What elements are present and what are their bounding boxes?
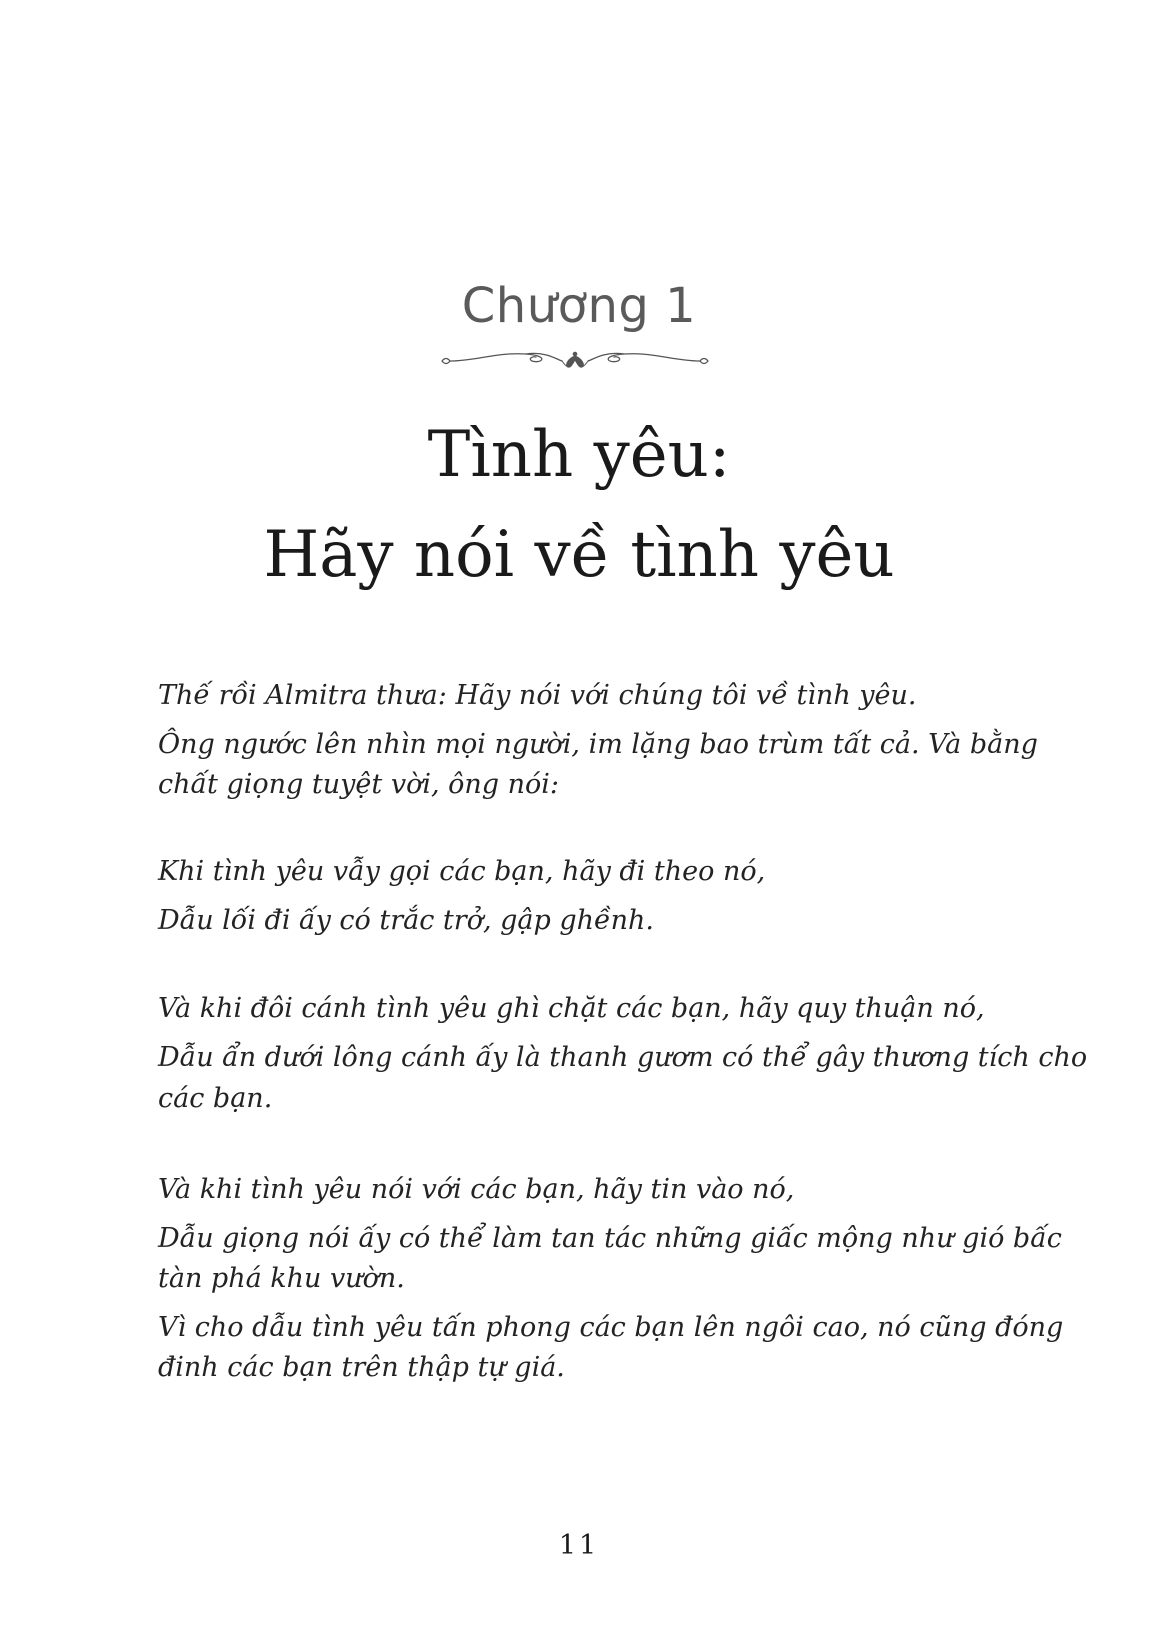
flourish-divider-ornament [436,348,714,374]
chapter-title [0,405,1158,605]
body-line-9: Và khi tình yêu nói với các bạn, hãy tin vào nó, [158,1174,795,1205]
body-line-4: Khi tình yêu vẫy gọi các bạn, hãy đi theo nó, [158,856,766,887]
title-line-1: Tình yêu: [427,418,731,492]
page-number: 11 [558,1530,600,1561]
body-line-12: Vì cho dẫu tình yêu tấn phong các bạn lên ngôi cao, nó cũng đóng [158,1312,1064,1343]
body-line-6: Và khi đôi cánh tình yêu ghì chặt các bạn, hãy quy thuận nó, [158,993,985,1024]
body-line-8: các bạn. [158,1083,273,1114]
chapter-label: Chương 1 [461,278,697,334]
body-line-2: Ông ngước lên nhìn mọi người, im lặng bao trùm tất cả. Và bằng [158,729,1038,760]
body-line-10: Dẫu giọng nói ấy có thể làm tan tác những giấc mộng như gió bấc [158,1223,1062,1254]
body-line-3: chất giọng tuyệt vời, ông nói: [158,769,560,800]
body-line-11: tàn phá khu vườn. [158,1263,405,1294]
body-line-13: đinh các bạn trên thập tự giá. [158,1352,565,1383]
title-line-2: Hãy nói về tình yêu [263,518,895,592]
body-line-1: Thế rồi Almitra thưa: Hãy nói với chúng tôi về tình yêu. [158,680,917,711]
body-line-7: Dẫu ẩn dưới lông cánh ấy là thanh gươm có thể gây thương tích cho [158,1042,1088,1073]
body-line-5: Dẫu lối đi ấy có trắc trở, gập ghềnh. [158,905,655,936]
